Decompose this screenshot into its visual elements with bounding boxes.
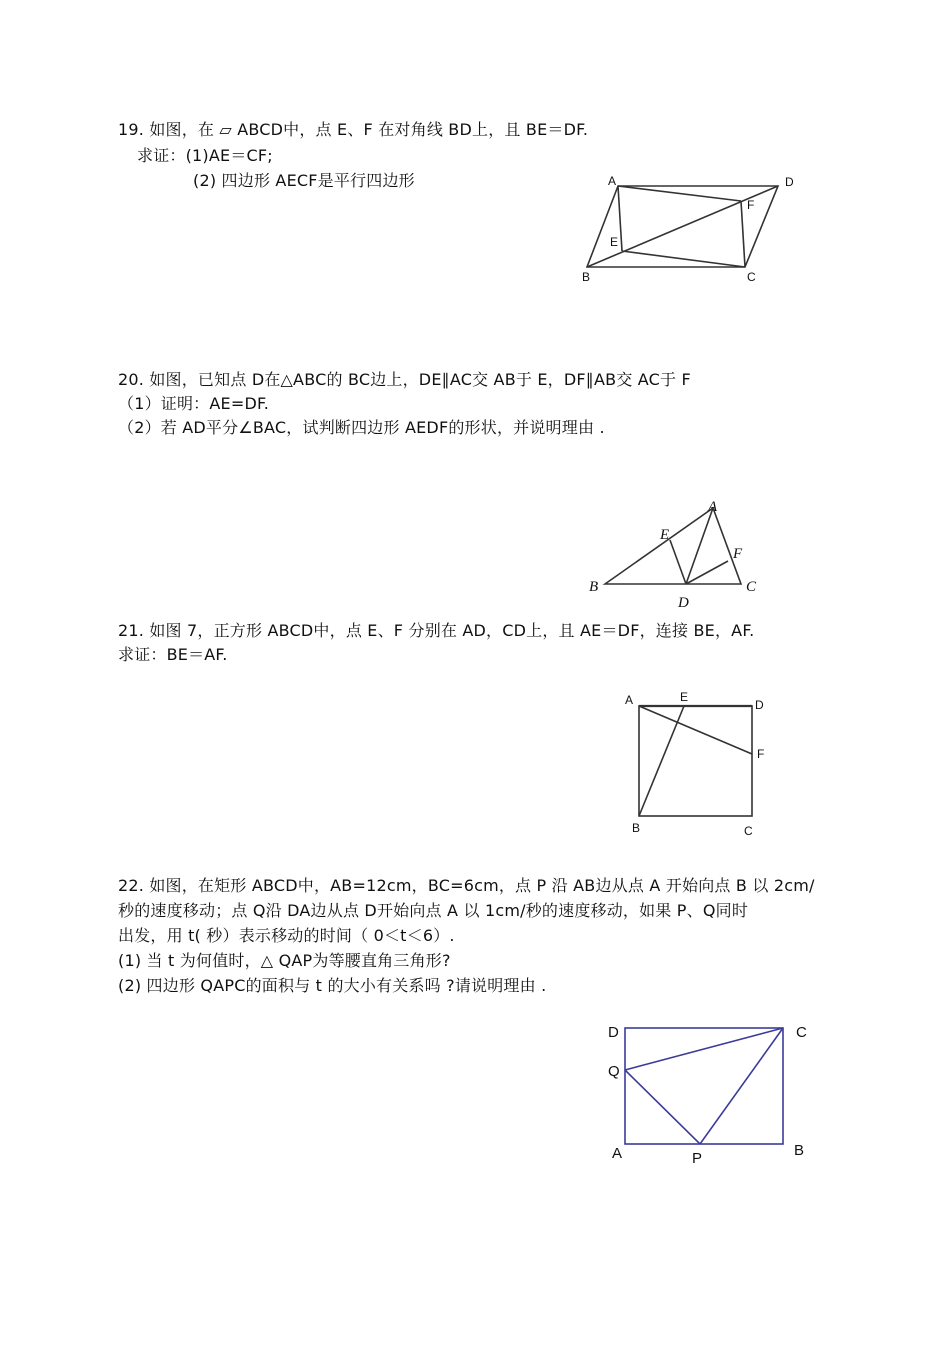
q20-label-a: A — [708, 499, 718, 515]
q22-label-q: Q — [608, 1063, 620, 1080]
q20-line-3: （2）若 AD平分∠BAC，试判断四边形 AEDF的形状，并说明理由 . — [118, 418, 605, 437]
q20-triangle-figure — [580, 495, 765, 615]
q20-line-2: （1）证明：AE=DF. — [118, 394, 270, 413]
q21-line-2: 求证：BE＝AF. — [118, 645, 228, 664]
q22-label-b: B — [794, 1142, 805, 1159]
q19-label-d: D — [785, 175, 794, 189]
q19-label-a: A — [608, 174, 617, 188]
q19-label-e: E — [610, 235, 619, 249]
q20-label-d: D — [678, 595, 689, 611]
q21-label-f: F — [757, 747, 765, 761]
q20-label-e: E — [660, 527, 670, 543]
q19-line-2: 求证：(1)AE＝CF; — [137, 146, 273, 165]
q22-label-d: D — [608, 1024, 619, 1041]
q21-label-b: B — [632, 821, 641, 835]
q21-label-d: D — [755, 698, 764, 712]
q22-label-c: C — [796, 1024, 807, 1041]
q21-line-1: 21. 如图 7，正方形 ABCD中，点 E、F 分别在 AD，CD上，且 AE＝DF，连接 BE，AF. — [118, 621, 755, 640]
q19-parallelogram-figure — [575, 170, 805, 290]
q22-label-a: A — [612, 1145, 623, 1162]
q19-label-b: B — [582, 270, 591, 284]
q21-label-a: A — [625, 693, 634, 707]
q20-line-1: 20. 如图，已知点 D在△ABC的 BC边上，DE∥AC交 AB于 E，DF∥AB交 AC于 F — [118, 370, 691, 389]
q19-line-3: (2) 四边形 AECF是平行四边形 — [193, 171, 415, 190]
q19-label-f: F — [747, 198, 755, 212]
q19-label-c: C — [747, 270, 756, 284]
q22-line-1: 22. 如图，在矩形 ABCD中，AB=12cm，BC=6cm，点 P 沿 AB边从点 A 开始向点 B 以 2cm/ — [118, 876, 815, 895]
q21-label-e: E — [680, 690, 689, 704]
q22-rectangle-figure — [600, 1015, 820, 1170]
q20-label-c: C — [746, 579, 757, 595]
q19-line-1: 19. 如图，在 ▱ ABCD中，点 E、F 在对角线 BD上，且 BE＝DF. — [118, 120, 589, 139]
q22-line-4: (1) 当 t 为何值时，△ QAP为等腰直角三角形? — [118, 951, 451, 970]
q22-label-p: P — [692, 1150, 703, 1167]
q22-line-5: (2) 四边形 QAPC的面积与 t 的大小有关系吗 ?请说明理由 . — [118, 976, 547, 995]
q21-square-figure — [620, 688, 770, 840]
q20-label-b: B — [589, 579, 599, 595]
q22-line-3: 出发，用 t( 秒）表示移动的时间（ 0＜t＜6）. — [118, 926, 455, 945]
q22-line-2: 秒的速度移动；点 Q沿 DA边从点 D开始向点 A 以 1cm/秒的速度移动，如果 P、Q同时 — [118, 901, 749, 920]
q21-label-c: C — [744, 824, 753, 838]
q20-label-f: F — [733, 546, 743, 562]
